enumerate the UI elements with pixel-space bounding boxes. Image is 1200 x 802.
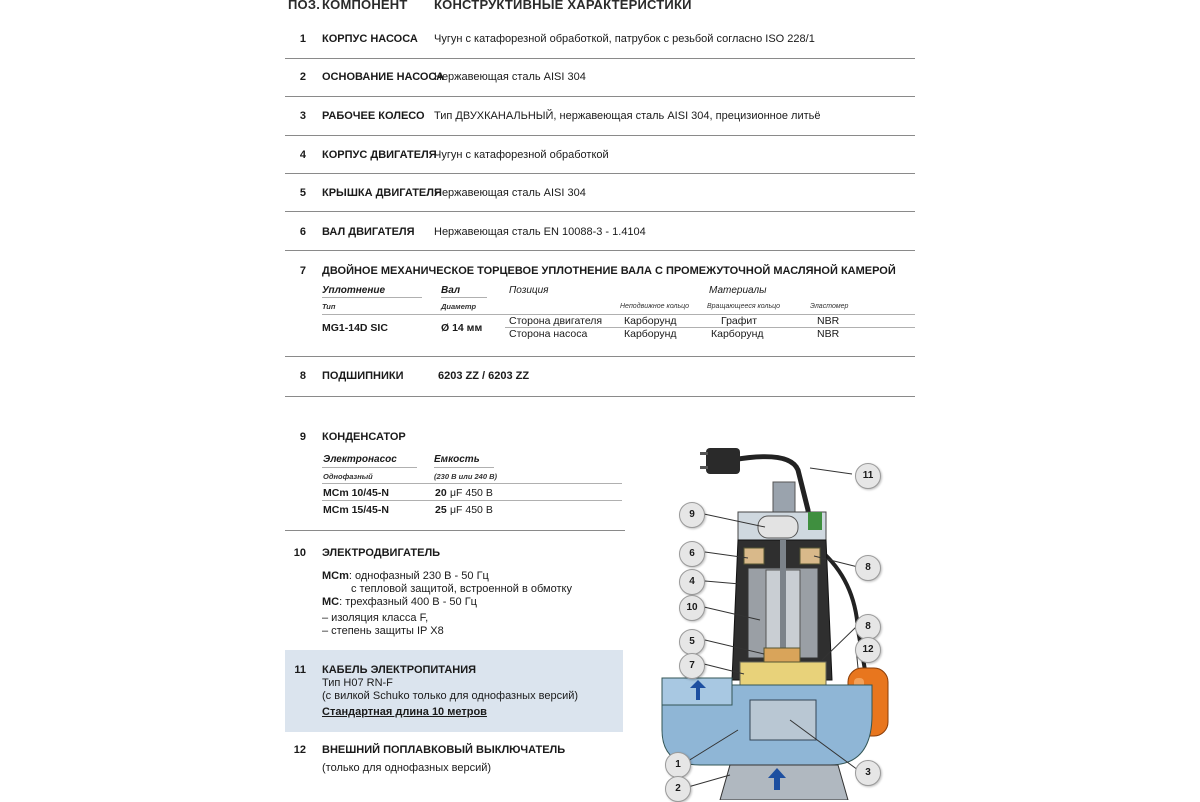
seal-type-value: MG1-14D SIC (322, 322, 388, 334)
seal-position-1: Сторона двигателя (509, 315, 603, 327)
callout-10: 10 (679, 595, 705, 621)
row-name: КОРПУС ДВИГАТЕЛЯ (322, 149, 437, 161)
callout-8-bottom: 8 (855, 614, 881, 640)
callout-6: 6 (679, 541, 705, 567)
row-name: КРЫШКА ДВИГАТЕЛЯ (322, 187, 442, 199)
divider (285, 96, 915, 97)
seal-header-position: Позиция (509, 285, 549, 296)
seal-header-elastomer: Эластомер (810, 303, 849, 310)
callout-12: 12 (855, 637, 881, 663)
capacitor-header-pump: Электронасос (323, 454, 397, 465)
cable-gland (808, 512, 822, 530)
bearing-top-right (800, 548, 820, 564)
row-name: ПОДШИПНИКИ (322, 370, 404, 382)
callout-7: 7 (679, 653, 705, 679)
capacitor-header-voltage: (230 В или 240 В) (434, 472, 498, 481)
row-name: КОРПУС НАСОСА (322, 33, 418, 45)
divider (285, 356, 915, 357)
callout-1: 1 (665, 752, 691, 778)
pump-base (720, 765, 848, 800)
schuko-plug-icon (700, 448, 740, 474)
capacitor-unit-1: μF 450 В (450, 487, 493, 499)
seal-title: ДВОЙНОЕ МЕХАНИЧЕСКОЕ ТОРЦЕВОЕ УПЛОТНЕНИЕ ВАЛА С ПРОМЕЖУТОЧНОЙ МАСЛЯНОЙ КАМЕРОЙ (322, 265, 896, 277)
capacitor-unit-2: μF 450 В (450, 504, 493, 516)
bearing-top-left (744, 548, 764, 564)
bearings-value: 6203 ZZ / 6203 ZZ (438, 370, 530, 382)
divider (285, 530, 625, 531)
impeller (750, 700, 816, 740)
capacitor-value-1: 20 (435, 487, 447, 499)
divider (285, 58, 915, 59)
row-number: 2 (299, 71, 306, 83)
divider (285, 396, 915, 397)
motor-bullet-1: – изоляция класса F, (322, 612, 429, 624)
row-name: ВАЛ ДВИГАТЕЛЯ (322, 226, 415, 238)
divider (441, 297, 487, 298)
row-name: ОСНОВАНИЕ НАСОСА (322, 71, 445, 83)
row-number: 5 (299, 187, 306, 199)
row-number: 11 (294, 664, 306, 676)
row-number: 9 (299, 431, 306, 443)
header-characteristics: КОНСТРУКТИВНЫЕ ХАРАКТЕРИСТИКИ (434, 0, 692, 12)
motor-mcm-text: : однофазный 230 В - 50 Гц (348, 570, 489, 582)
discharge-pipe (773, 482, 795, 516)
seal-rotating-2: Карборунд (711, 328, 764, 340)
row-description: Нержавеющая сталь AISI 304 (434, 187, 586, 199)
callout-2: 2 (665, 776, 691, 802)
seal-header-materials: Материалы (709, 285, 767, 296)
seal-fixed-2: Карборунд (624, 328, 677, 340)
callout-4: 4 (679, 569, 705, 595)
seal-fixed-1: Карборунд (624, 315, 677, 327)
row-name: КОНДЕНСАТОР (322, 431, 406, 443)
seal-header-type: Тип (322, 302, 336, 311)
row-number: 7 (299, 265, 306, 277)
cable-note: (с вилкой Schuko только для однофазных версий) (322, 690, 579, 702)
divider (322, 297, 422, 298)
row-number: 12 (293, 744, 306, 756)
divider (322, 467, 417, 468)
row-name: ЭЛЕКТРОДВИГАТЕЛЬ (322, 547, 441, 559)
row-description: Нержавеющая сталь AISI 304 (434, 71, 586, 83)
row-name: КАБЕЛЬ ЭЛЕКТРОПИТАНИЯ (322, 664, 477, 676)
oil-chamber (740, 662, 826, 688)
seal-header-shaft: Вал (441, 285, 461, 296)
divider (285, 135, 915, 136)
callout-3: 3 (855, 760, 881, 786)
motor-bullet-2: – степень защиты IP X8 (322, 625, 444, 637)
row-description: Чугун с катафорезной обработкой (434, 149, 609, 161)
row-description: Тип ДВУХКАНАЛЬНЫЙ, нержавеющая сталь AISI 304, прецизионное литьё (434, 110, 821, 122)
callout-9: 9 (679, 502, 705, 528)
capacitor-header-capacity: Емкость (434, 454, 480, 465)
seal-header-diameter: Диаметр (441, 302, 477, 311)
callout-8-top: 8 (855, 555, 881, 581)
row-number: 3 (299, 110, 306, 122)
seal-elastomer-2: NBR (817, 328, 840, 340)
seal-diameter-value: Ø 14 мм (441, 322, 483, 334)
divider (285, 211, 915, 212)
cable-type: Тип H07 RN-F (322, 677, 393, 689)
seal-position-2: Сторона насоса (509, 328, 588, 340)
seal-header-seal: Уплотнение (322, 285, 386, 296)
seal-rotating-1: Графит (721, 315, 758, 327)
capacitor-header-phase: Однофазный (323, 472, 373, 481)
motor-mcm-label: MCm (322, 570, 349, 582)
capacitor-model-2: MCm 15/45-N (323, 504, 389, 516)
divider (322, 483, 622, 484)
motor-mcm-text2: с тепловой защитой, встроенной в обмотку (351, 583, 572, 595)
mechanical-seal (764, 648, 800, 662)
row-number: 6 (299, 226, 306, 238)
row-number: 10 (293, 547, 306, 559)
callout-11: 11 (855, 463, 881, 489)
row-description: Нержавеющая сталь EN 10088-3 - 1.4104 (434, 226, 646, 238)
divider (285, 250, 915, 251)
row-number: 8 (299, 370, 306, 382)
cable-length: Стандартная длина 10 метров (322, 706, 487, 718)
float-note: (только для однофазных версий) (322, 762, 492, 774)
capacitor-model-1: MCm 10/45-N (323, 487, 389, 499)
row-number: 4 (299, 149, 306, 161)
seal-elastomer-1: NBR (817, 315, 840, 327)
divider (434, 467, 494, 468)
row-description: Чугун с катафорезной обработкой, патрубок с резьбой согласно ISO 228/1 (434, 33, 815, 45)
seal-header-fixed-ring: Неподвижное кольцо (620, 303, 690, 310)
header-component: КОМПОНЕНТ (322, 0, 408, 12)
row-name: ВНЕШНИЙ ПОПЛАВКОВЫЙ ВЫКЛЮЧАТЕЛЬ (322, 744, 566, 756)
capacitor-value-2: 25 (435, 504, 447, 516)
motor-mc-text: : трехфазный 400 В - 50 Гц (339, 596, 477, 608)
seal-header-rotating-ring: Вращающееся кольцо (707, 303, 781, 310)
divider (285, 173, 915, 174)
row-name: РАБОЧЕЕ КОЛЕСО (322, 110, 425, 122)
row-number: 1 (299, 33, 306, 45)
callout-5: 5 (679, 629, 705, 655)
motor-mc-label: MC (322, 596, 340, 608)
header-pos: ПОЗ. (288, 0, 321, 12)
divider (322, 500, 622, 501)
